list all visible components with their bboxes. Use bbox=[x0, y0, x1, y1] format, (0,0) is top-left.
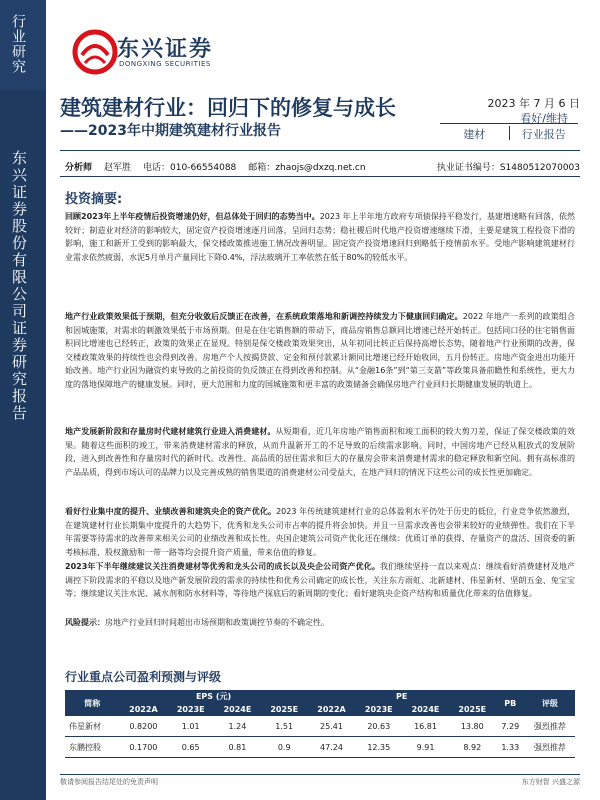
company-name: 伟星新材 bbox=[65, 716, 120, 737]
eps-cell: 0.81 bbox=[214, 737, 261, 758]
logo-subname: DONGXING SECURITIES bbox=[119, 60, 211, 68]
paragraph-3-body: 从短期看，近几年房地产销售面积和竣工面积的较大剪刀差，保证了保交楼政策的效果。随着这些面积的竣工，带来消费建材需求的释放，从而升温新开工的不足导致的后续需求影响。同时，中国房地产已经从粗放式的发展阶段，进入到改善性和存量房时代的新时代。改善性、高品质的居住需求和巨大的存量房会带来消费建材需求的稳定释放和新空间。拥有高标准的产品品质，得到市场认可的品牌力以及完善成熟的销售渠道的消费建材公司受益大，在地产回归的情况下这些公司的成长性更加确定。 bbox=[65, 427, 575, 477]
pb-cell: 1.33 bbox=[496, 737, 525, 758]
eps-cell: 0.8200 bbox=[120, 716, 168, 737]
pe-cell: 16.81 bbox=[402, 716, 449, 737]
eps-cell: 0.9 bbox=[261, 737, 308, 758]
eps-cell: 0.1700 bbox=[120, 737, 168, 758]
footer-slogan: 东方财智 兴盛之源 bbox=[521, 778, 580, 786]
table-row bbox=[65, 737, 575, 758]
rating-cell: 强烈推荐 bbox=[525, 716, 575, 737]
analyst-phone: 电话：010-66554088 bbox=[143, 163, 237, 173]
paragraph-4-lead: 看好行业集中度的提升、业绩改善和建筑央企的资产优化。 bbox=[65, 507, 277, 516]
analyst-label: 分析师 bbox=[65, 163, 93, 173]
col-name: 简称 bbox=[65, 690, 120, 716]
pe-cell: 25.41 bbox=[308, 716, 356, 737]
year-header: 2023E bbox=[355, 703, 402, 716]
year-header: 2023E bbox=[167, 703, 214, 716]
report-tags bbox=[440, 126, 578, 140]
eps-cell: 1.24 bbox=[214, 716, 261, 737]
analyst-email: 邮箱：zhaojs@dxzq.net.cn bbox=[248, 163, 366, 173]
company-name: 东鹏控股 bbox=[65, 737, 120, 758]
eps-cell: 1.51 bbox=[261, 716, 308, 737]
pe-cell: 12.35 bbox=[355, 737, 402, 758]
forecast-table-title: 行业重点公司盈利预测与评级 bbox=[65, 670, 222, 684]
pe-cell: 20.63 bbox=[355, 716, 402, 737]
forecast-table bbox=[65, 690, 575, 758]
col-pb: PB bbox=[496, 690, 525, 716]
paragraph-4 bbox=[65, 505, 575, 559]
footer bbox=[60, 774, 580, 787]
year-header: 2022A bbox=[308, 703, 356, 716]
paragraph-2-body: 2022 年地产一系列的政策组合和因城施策，对需求的刺激效果低于市场预期。但是在住宅销售额的带动下，商品房销售总额同比增速已经开始转正。包括同口径的住宅销售面积同比增速也已经转正，政策的效果正在显现。特别是保交楼政策效果突出，从年初同比转正后保持高增长态势，随着地产行业预期的改善，保交楼政策效果的持续性也会得到改善。房地产个人按揭贷款、定金和预付款累计额同比增速已经开始收回，五月份转正。房地产资金进出功能开始改善。地产行业因为融资约束导致的之前投资的负反馈正在得到改善和控制。从“金融16条”到“第三支箭”等政策具备前瞻性和系统性，更大力度的落地保障地产的健康发展。同时，更大范围和力度的国城施策和更丰富的政策储备会确保房地产行业回归长期健康发展的轨道上。 bbox=[65, 312, 575, 389]
risk-note bbox=[65, 617, 329, 628]
report-subtitle: ——2023年中期建筑建材行业报告 bbox=[60, 123, 281, 139]
summary-title: 投资摘要: bbox=[65, 192, 123, 207]
year-header: 2024E bbox=[214, 703, 261, 716]
paragraph-1-lead: 回顾2023年上半年疫情后投资增速仍好，但总体处于回归的态势当中。 bbox=[65, 212, 320, 221]
pe-cell: 47.24 bbox=[308, 737, 356, 758]
risk-text: 房地产行业回归时间超出市场预期和政策调控节奏的不确定性。 bbox=[105, 618, 329, 627]
col-pe: PE bbox=[308, 690, 496, 703]
sidebar-company-label: 东兴证券股份有限公司证券研究报告 bbox=[10, 150, 28, 422]
pb-cell: 7.29 bbox=[496, 716, 525, 737]
paragraph-2 bbox=[65, 310, 575, 391]
report-date: 2023 年 7 月 6 日 bbox=[487, 97, 580, 110]
logo-name: 东兴证券 bbox=[117, 37, 214, 62]
table-row bbox=[65, 716, 575, 737]
analyst-cert: 执业证书编号：S1480512070003 bbox=[436, 163, 580, 173]
year-header: 2025E bbox=[449, 703, 496, 716]
rating-cell: 强烈推荐 bbox=[525, 737, 575, 758]
paragraph-1-body: 2023 年上半年地方政府专项债保持平稳发行，基建增速略有回落，依然较好；制造业对经济的影响较大，固定资产投资增速逐月回落，呈回归态势；稳社稷后时代地产投资增速继续下滑，主要是建筑工程投资下滑的影响，施工和新开工受到的影响最大，保交楼政策推进施工情况改善明显。固定资产投资增速回归到略低于疫情前水平。受地产影响建筑建材行业需求依然疲弱，水泥5月单月产量同比下降0.4%，浮法玻璃开工率依然在低于80%的较低水平。 bbox=[65, 212, 575, 262]
tag-industry: 建材 bbox=[440, 126, 510, 140]
pe-cell: 8.92 bbox=[449, 737, 496, 758]
header-divider bbox=[60, 150, 580, 151]
rating-label: 看好/维持 bbox=[440, 110, 578, 124]
paragraph-4-body: 2023 年传统建筑建材行业的总体盈利水平仍处于历史的低位，行业竞争依然激烈，在建筑建材行业长期集中度提升的大趋势下，优秀和龙头公司市占率的提升将会加快。并且一旦需求改善也会带来较好的业绩弹性。我们在下半年需要等待需求的改善带来相关公司的业绩改善和成长性。央国企建筑公司资产优化还在继续：优质订单的获得、存量资产的盘活、国资委的新考核标准、股权激励和一带一路等均会提升资产质量，带来估值的修复。 bbox=[65, 507, 575, 557]
report-title: 建筑建材行业：回归下的修复与成长 bbox=[60, 96, 396, 120]
col-rating: 评级 bbox=[525, 690, 575, 716]
year-header: 2022A bbox=[120, 703, 168, 716]
year-header: 2025E bbox=[261, 703, 308, 716]
analyst-name: 赵军胜 bbox=[104, 163, 132, 173]
eps-cell: 0.65 bbox=[167, 737, 214, 758]
analyst-divider bbox=[60, 176, 580, 177]
tag-type: 行业报告 bbox=[521, 128, 566, 141]
footer-disclaimer: 敬请参阅报告结尾处的免责声明 bbox=[60, 778, 158, 786]
paragraph-5 bbox=[65, 560, 575, 601]
paragraph-1 bbox=[65, 210, 575, 264]
pe-cell: 9.91 bbox=[402, 737, 449, 758]
paragraph-2-lead: 地产行业政策效果低于预期，但充分收敛后反馈正在改善，在系统政策落地和新调控持续发力下健康回归确定。 bbox=[65, 312, 463, 321]
eps-cell: 1.01 bbox=[167, 716, 214, 737]
risk-label: 风险提示： bbox=[65, 618, 105, 627]
sidebar bbox=[0, 0, 46, 800]
paragraph-3-lead: 地产发展新阶段和存量房时代建材建筑行业进入消费建材。 bbox=[65, 427, 276, 436]
sidebar-category-label: 行业研究 bbox=[10, 14, 26, 74]
col-eps: EPS (元) bbox=[120, 690, 308, 703]
pe-cell: 13.80 bbox=[449, 716, 496, 737]
paragraph-5-body: 我们继续坚持一直以来观点：继续看好消费建材及地产调控下阶段需求的平稳以及地产新发展阶段的需求的持续性和优秀公司确定的成长性，关注东方雨虹、北新建材、伟星新材、坚朗五金、兔宝宝等；继续建议关注水泥、减水剂和防水材料等，等待地产探底后的新周期的变化；看好建筑央企资产结构和质量优化带来的估值修复。 bbox=[65, 562, 576, 598]
year-header: 2024E bbox=[402, 703, 449, 716]
paragraph-3 bbox=[65, 425, 575, 479]
analyst-info bbox=[65, 160, 580, 173]
paragraph-5-lead: 2023年下半年继续建议关注消费建材等优秀和龙头公司的成长以及央企公司资产优化。 bbox=[65, 562, 381, 571]
